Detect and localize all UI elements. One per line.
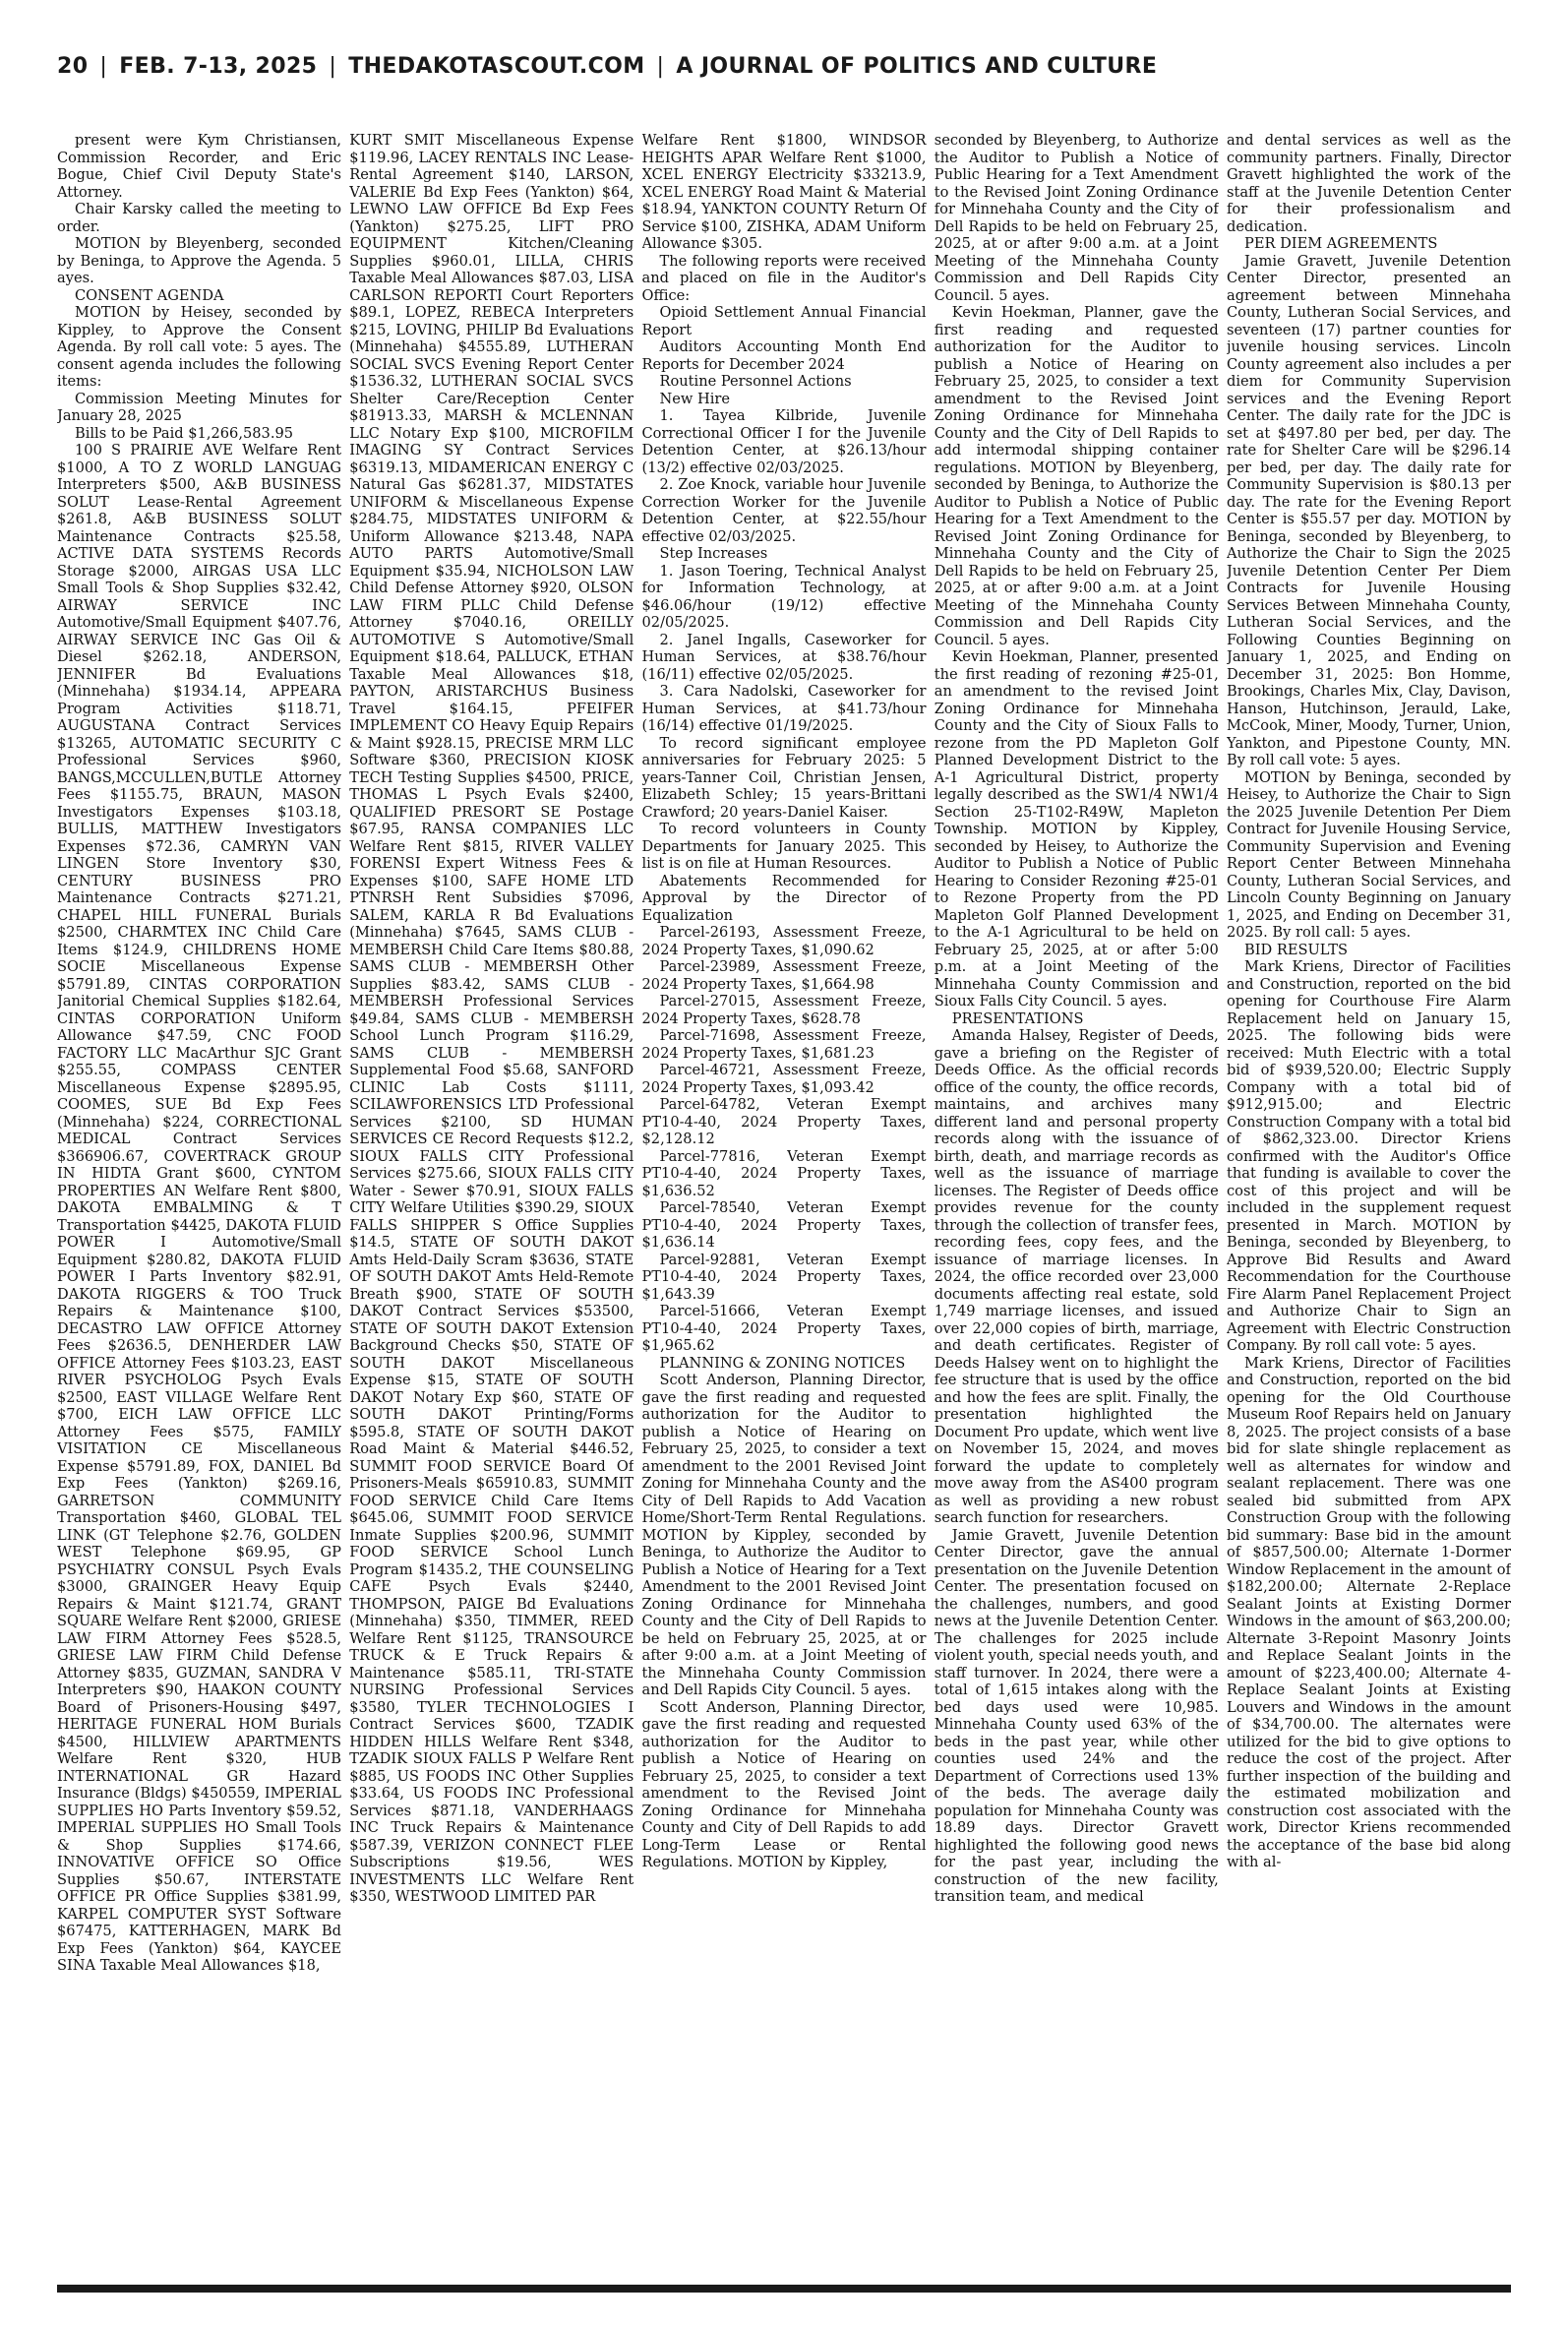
column-paragraph: 3. Cara Nadolski, Caseworker for Human Services, at $41.73/hour (16/14) effective 01/19/2025.	[641, 683, 927, 734]
column-paragraph: Bills to be Paid $1,266,583.95	[75, 424, 294, 442]
column-paragraph: Jamie Gravett, Juvenile Detention Center Director, presented an agreement between Minnehaha County, Lutheran Social Services, and seventeen (17) partner counties for juvenile housing services. Lincoln County agreement also includes a per diem for Community Supervision services and the Evening Report Center. The daily rate for the JDC is set at $497.80 per bed, per day. The rate for Shelter Care will be $296.14 per bed, per day. The daily rate for Community Supervision is $80.13 per day. The rate for the Evening Report Center is $55.57 per day. MOTION by Beninga, seconded by Bleyenberg, to Authorize the Chair to Sign the 2025 Juvenile Detention Center Per Diem Contracts for Juvenile Housing Services Between Minnehaha County, Lutheran Social Services, and the Following Counties Beginning on January 1, 2025, and Ending on December 31, 2025: Bon Homme, Brookings, Charles Mix, Clay, Davison, Hanson, Hutchinson, Jerauld, Lake, McCook, Miner, Moody, Turner, Union, Yankton, and Pipestone County, MN. By roll call vote: 5 ayes.	[1227, 252, 1511, 768]
site-name: THEDAKOTASCOUT.COM	[348, 53, 645, 79]
column-paragraph: Parcel-78540, Veteran Exempt PT10-4-40, 2024 Property Taxes, $1,636.14	[641, 1199, 927, 1251]
bottom-rule	[57, 2285, 1511, 2293]
column-paragraph: PLANNING & ZONING NOTICES	[659, 1354, 906, 1372]
header-separator: |	[329, 53, 337, 79]
column-1	[57, 132, 341, 2273]
column-paragraph: 2. Zoe Knock, variable hour Juvenile Correction Worker for the Juvenile Detention Center, at $22.55/hour effective 02/03/2025.	[641, 476, 927, 545]
column-paragraph: Kevin Hoekman, Planner, gave the first reading and requested authorization for the Auditor to publish a Notice of Hearing on February 25, 2025, to consider a text amendment to the Revised Joint Zoning Ordinance for Minnehaha County and the City of Dell Rapids to add intermodal shipping container regulations. MOTION by Bleyenberg, seconded by Beninga, to Authorize the Auditor to Publish a Notice of Public Hearing for a Text Amendment to the Revised Joint Zoning Ordinance for Minnehaha County and the City of Dell Rapids to be held on February 25, 2025, at or after 9:00 a.m. at a Joint Meeting of the Minnehaha County Commission and Dell Rapids City Council. 5 ayes.	[934, 304, 1219, 648]
column-paragraph: KURT SMIT Miscellaneous Expense $119.96, LACEY RENTALS INC Lease-Rental Agreement $140, LARSON, VALERIE Bd Exp Fees (Yankton) $64, LEWNO LAW OFFICE Bd Exp Fees (Yankton) $275.25, LIFT PRO EQUIPMENT Kitchen/Cleaning Supplies $960.01, LILLA, CHRIS Taxable Meal Allowances $87.03, LISA CARLSON REPORTI Court Reporters $89.1, LOPEZ, REBECA Interpreters $215, LOVING, PHILIP Bd Evaluations (Minnehaha) $4555.89, LUTHERAN SOCIAL SVCS Evening Report Center $1536.32, LUTHERAN SOCIAL SVCS Shelter Care/Reception Center $81913.33, MARSH & MCLENNAN LLC Notary Exp $100, MICROFILM IMAGING SY Contract Services $6319.13, MIDAMERICAN ENERGY C Natural Gas $6281.37, MIDSTATES UNIFORM & Miscellaneous Expense $284.75, MIDSTATES UNIFORM & Uniform Allowance $213.48, NAPA AUTO PARTS Automotive/Small Equipment $35.94, NICHOLSON LAW Child Defense Attorney $920, OLSON LAW FIRM PLLC Child Defense Attorney $7040.16, OREILLY AUTOMOTIVE S Automotive/Small Equipment $18.64, PALLUCK, ETHAN Taxable Meal Allowances $18, PAYTON, ARISTARCHUS Business Travel $164.15, PFEIFER IMPLEMENT CO Heavy Equip Repairs & Maint $928.15, PRECISE MRM LLC Software $360, PRECISION KIOSK TECH Testing Supplies $4500, PRICE, THOMAS L Psych Evals $2400, QUALIFIED PRESORT SE Postage $67.95, RANSA COMPANIES LLC Welfare Rent $815, RIVER VALLEY FORENSI Expert Witness Fees & Expenses $100, SAFE HOME LTD PTNRSH Rent Subsidies $7096, SALEM, KARLA R Bd Evaluations (Minnehaha) $7645, SAMS CLUB - MEMBERSH Child Care Items $80.88, SAMS CLUB - MEMBERSH Other Supplies $83.42, SAMS CLUB - MEMBERSH Professional Services $49.84, SAMS CLUB - MEMBERSH School Lunch Program $116.29, SAMS CLUB - MEMBERSH Supplemental Food $5.68, SANFORD CLINIC Lab Costs $1111, SCILAWFORENSICS LTD Professional Services $2100, SD HUMAN SERVICES CE Record Requests $12.2, SIOUX FALLS CITY Professional Services $275.66, SIOUX FALLS CITY Water - Sewer $70.91, SIOUX FALLS CITY Welfare Utilities $390.29, SIOUX FALLS SHIPPER S Office Supplies $14.5, STATE OF SOUTH DAKOT Amts Held-Daily Scram $3636, STATE OF SOUTH DAKOT Amts Held-Remote Breath $900, STATE OF SOUTH DAKOT Contract Services $53500, STATE OF SOUTH DAKOT Extension Background Checks $50, STATE OF SOUTH DAKOT Miscellaneous Expense $15, STATE OF SOUTH DAKOT Notary Exp $60, STATE OF SOUTH DAKOT Printing/Forms $595.8, STATE OF SOUTH DAKOT Road Maint & Material $446.52, SUMMIT FOOD SERVICE Board Of Prisoners-Meals $65910.83, SUMMIT FOOD SERVICE Child Care Items $645.06, SUMMIT FOOD SERVICE Inmate Supplies $200.96, SUMMIT FOOD SERVICE School Lunch Program $1435.2, THE COUNSELING CAFE Psych Evals $2440, THOMPSON, PAIGE Bd Evaluations (Minnehaha) $350, TIMMER, REED Welfare Rent $1125, TRANSOURCE TRUCK & E Truck Repairs & Maintenance $585.11, TRI-STATE NURSING Professional Services $3580, TYLER TECHNOLOGIES I Contract Services $600, TZADIK HIDDEN HILLS Welfare Rent $348, TZADIK SIOUX FALLS P Welfare Rent $885, US FOODS INC Other Supplies $33.64, US FOODS INC Professional Services $871.18, VANDERHAAGS INC Truck Repairs & Maintenance $587.39, VERIZON CONNECT FLEE Subscriptions $19.56, WES INVESTMENTS LLC Welfare Rent $350, WESTWOOD LIMITED PAR	[349, 132, 634, 1905]
column-paragraph: To record significant employee anniversaries for February 2025: 5 years-Tanner Coil, Christian Jensen, Elizabeth Schley; 15 years-Brittani Crawford; 20 years-Daniel Kaiser.	[641, 734, 927, 821]
column-paragraph: PER DIEM AGREEMENTS	[1244, 235, 1438, 252]
column-paragraph: Kevin Hoekman, Planner, presented the first reading of rezoning #25-01, an amendment to the revised Joint Zoning Ordinance for Minnehaha County and the City of Sioux Falls to rezone from the PD Mapleton Golf Planned Development District to the A-1 Agricultural District, property legally described as the SW1/4 NW1/4 Section 25-T102-R49W, Mapleton Township. MOTION by Kippley, seconded by Heisey, to Authorize the Auditor to Publish a Notice of Public Hearing to Consider Rezoning #25-01 to Rezone Property from the PD Mapleton Golf Planned Development to the A-1 Agricultural to be held on February 25, 2025, at or after 5:00 p.m. at a Joint Meeting of the Minnehaha County Commission and Sioux Falls City Council. 5 ayes.	[934, 648, 1219, 1010]
column-paragraph: Parcel-64782, Veteran Exempt PT10-4-40, 2024 Property Taxes, $2,128.12	[641, 1096, 927, 1147]
column-paragraph: To record volunteers in County Departments for January 2025. This list is on file at Human Resources.	[641, 821, 927, 872]
column-5	[1227, 132, 1511, 2273]
page-header	[57, 47, 1511, 85]
column-paragraph: Scott Anderson, Planning Director, gave the first reading and requested authorization for the Auditor to publish a Notice of Hearing on February 25, 2025, to consider a text amendment to the Revised Joint Zoning Ordinance for Minnehaha County and City of Dell Rapids to add Long-Term Lease or Rental Regulations. MOTION by Kippley,	[641, 1698, 927, 1870]
column-paragraph: CONSENT AGENDA	[75, 286, 224, 304]
column-paragraph: Jamie Gravett, Juvenile Detention Center Director, gave the annual presentation on the Juvenile Detention Center. The presentation focused on the challenges, numbers, and good news at the Juvenile Detention Center. The challenges for 2025 include violent youth, special needs youth, and staff turnover. In 2024, there were a total of 1,615 intakes along with the bed days used were 10,985. Minnehaha County used 63% of the beds in the past year, while other counties used 24% and the Department of Corrections used 13% of the beds. The average daily population for Minnehaha County was 18.89 days. Director Gravett highlighted the following good news for the past year, including the construction of the new facility, transition team, and medical	[934, 1526, 1219, 1905]
column-2	[349, 132, 633, 2273]
column-paragraph: Abatements Recommended for Approval by the Director of Equalization	[641, 872, 927, 924]
column-paragraph: Welfare Rent $1800, WINDSOR HEIGHTS APAR Welfare Rent $1000, XCEL ENERGY Electricity $33213.9, XCEL ENERGY Road Maint & Material $18.94, YANKTON COUNTY Return Of Service $100, ZISHKA, ADAM Uniform Allowance $305.	[641, 132, 927, 252]
column-paragraph: Opioid Settlement Annual Financial Report	[641, 304, 927, 338]
column-paragraph: MOTION by Bleyenberg, seconded by Beninga, to Approve the Agenda. 5 ayes.	[57, 235, 341, 286]
column-paragraph: Parcel-26193, Assessment Freeze, 2024 Property Taxes, $1,090.62	[641, 924, 927, 958]
column-paragraph: Amanda Halsey, Register of Deeds, gave a briefing on the Register of Deeds Office. As the official records office of the county, the office records, maintains, and archives many different land and personal property records along with the issuance of birth, death, and marriage records as well as the issuance of marriage licenses. The Register of Deeds office provides revenue for the county through the collection of transfer fees, recording fees, copy fees, and the issuance of marriage licenses. In 2024, the office recorded over 23,000 documents affecting real estate, sold 1,749 marriage licenses, and issued over 22,000 copies of birth, marriage, and death certificates. Register of Deeds Halsey went on to highlight the fee structure that is used by the office and how the fees are split. Finally, the presentation highlighted the Document Pro update, which went live on November 15, 2024, and moves forward the update to completely move away from the AS400 program as well as providing a new robust search function for researchers.	[934, 1027, 1219, 1526]
column-paragraph: Parcel-77816, Veteran Exempt PT10-4-40, 2024 Property Taxes, $1,636.52	[641, 1147, 927, 1199]
publication-tagline: A JOURNAL OF POLITICS AND CULTURE	[676, 53, 1158, 79]
column-paragraph: 1. Jason Toering, Technical Analyst for Information Technology, at $46.06/hour (19/12) effective 02/05/2025.	[641, 562, 927, 631]
column-paragraph: Parcel-51666, Veteran Exempt PT10-4-40, 2024 Property Taxes, $1,965.62	[641, 1303, 927, 1354]
column-paragraph: Parcel-46721, Assessment Freeze, 2024 Property Taxes, $1,093.42	[641, 1062, 927, 1096]
column-paragraph: Mark Kriens, Director of Facilities and Construction, reported on the bid opening for the Old Courthouse Museum Roof Repairs held on January 8, 2025. The project consists of a base bid for slate shingle replacement as well as alternates for window and sealant replacement. There was one sealed bid submitted from APX Construction Group with the following bid summary: Base bid in the amount of $857,500.00; Alternate 1-Dormer Window Replacement in the amount of $182,200.00; Alternate 2-Replace Sealant Joints at Existing Dormer Windows in the amount of $63,200.00; Alternate 3-Repoint Masonry Joints and Replace Sealant Joints in the amount of $223,400.00; Alternate 4-Replace Sealant Joints at Existing Louvers and Windows in the amount of $34,700.00. The alternates were utilized for the bid to give options to reduce the cost of the project. After further inspection of the building and the estimated mobilization and construction cost associated with the work, Director Kriens recommended the acceptance of the base bid along with al-	[1227, 1354, 1511, 1870]
column-paragraph: Mark Kriens, Director of Facilities and Construction, reported on the bid opening for Courthouse Fire Alarm Replacement held on January 15, 2025. The following bids were received: Muth Electric with a total bid of $939,520.00; Electric Supply Company with a total bid of $912,915.00; and Electric Construction Company with a total bid of $862,323.00. Director Kriens confirmed with the Auditor's Office that funding is available to cover the cost of this project and will be included in the supplement request presented in March. MOTION by Beninga, seconded by Bleyenberg, to Approve Bid Results and Award Recommendation for the Courthouse Fire Alarm Panel Replacement Project and Authorize Chair to Sign an Agreement with Electric Construction Company. By roll call vote: 5 ayes.	[1227, 958, 1511, 1354]
column-paragraph: and dental services as well as the community partners. Finally, Director Gravett highlighted the work of the staff at the Juvenile Detention Center for their professionalism and dedication.	[1227, 132, 1511, 235]
column-paragraph: MOTION by Heisey, seconded by Kippley, to Approve the Consent Agenda. By roll call vote: 5 ayes. The consent agenda includes the following items:	[57, 304, 341, 390]
column-paragraph: Parcel-23989, Assessment Freeze, 2024 Property Taxes, $1,664.98	[641, 958, 927, 993]
column-paragraph: Auditors Accounting Month End Reports for December 2024	[641, 338, 927, 373]
column-paragraph: seconded by Bleyenberg, to Authorize the Auditor to Publish a Notice of Public Hearing for a Text Amendment to the Revised Joint Zoning Ordinance for Minnehaha County and the City of Dell Rapids to be held on February 25, 2025, at or after 9:00 a.m. at a Joint Meeting of the Minnehaha County Commission and Dell Rapids City Council. 5 ayes.	[934, 132, 1219, 304]
header-separator: |	[656, 53, 665, 79]
column-paragraph: Parcel-92881, Veteran Exempt PT10-4-40, 2024 Property Taxes, $1,643.39	[641, 1251, 927, 1303]
header-separator: |	[99, 53, 108, 79]
column-paragraph: MOTION by Beninga, seconded by Heisey, to Authorize the Chair to Sign the 2025 Juvenile Detention Per Diem Contract for Juvenile Housing Service, Community Supervision and Evening Report Center Between Minnehaha County, Lutheran Social Services, and Lincoln County Beginning on January 1, 2025, and Ending on December 31, 2025. By roll call: 5 ayes.	[1227, 768, 1511, 941]
column-paragraph: Step Increases	[659, 545, 768, 562]
column-paragraph: 100 S PRAIRIE AVE Welfare Rent $1000, A TO Z WORLD LANGUAG Interpreters $500, A&B BUSINESS SOLUT Lease-Rental Agreement $261.8, A&B BUSINESS SOLUT Maintenance Contracts $25.58, ACTIVE DATA SYSTEMS Records Storage $2000, AIRGAS USA LLC Small Tools & Shop Supplies $32.42, AIRWAY SERVICE INC Automotive/Small Equipment $407.76, AIRWAY SERVICE INC Gas Oil & Diesel $262.18, ANDERSON, JENNIFER Bd Evaluations (Minnehaha) $1934.14, APPEARA Program Activities $118.71, AUGUSTANA Contract Services $13265, AUTOMATIC SECURITY C Professional Services $960, BANGS,MCCULLEN,BUTLE Attorney Fees $1155.75, BRAUN, MASON Investigators Expenses $103.18, BULLIS, MATTHEW Investigators Expenses $72.36, CAMRYN VAN LINGEN Store Inventory $30, CENTURY BUSINESS PRO Maintenance Contracts $271.21, CHAPEL HILL FUNERAL Burials $2500, CHARMTEX INC Child Care Items $124.9, CHILDRENS HOME SOCIE Miscellaneous Expense $5791.89, CINTAS CORPORATION Janitorial Chemical Supplies $182.64, CINTAS CORPORATION Uniform Allowance $47.59, CNC FOOD FACTORY LLC MacArthur SJC Grant $255.55, COMPASS CENTER Miscellaneous Expense $2895.95, COOMES, SUE Bd Exp Fees (Minnehaha) $224, CORRECTIONAL MEDICAL Contract Services $366906.67, COVERTRACK GROUP IN HIDTA Grant $600, CYNTOM PROPERTIES AN Welfare Rent $800, DAKOTA EMBALMING & T Transportation $4425, DAKOTA FLUID POWER I Automotive/Small Equipment $280.82, DAKOTA FLUID POWER I Parts Inventory $82.91, DAKOTA RIGGERS & TOO Truck Repairs & Maintenance $100, DECASTRO LAW OFFICE Attorney Fees $2636.5, DENHERDER LAW OFFICE Attorney Fees $103.23, EAST RIVER PSYCHOLOG Psych Evals $2500, EAST VILLAGE Welfare Rent $700, EICH LAW OFFICE LLC Attorney Fees $575, FAMILY VISITATION CE Miscellaneous Expense $5791.89, FOX, DANIEL Bd Exp Fees (Yankton) $269.16, GARRETSON COMMUNITY Transportation $460, GLOBAL TEL LINK (GT Telephone $2.76, GOLDEN WEST Telephone $69.95, GP PSYCHIATRY CONSUL Psych Evals $3000, GRAINGER Heavy Equip Repairs & Maint $121.74, GRANT SQUARE Welfare Rent $2000, GRIESE LAW FIRM Attorney Fees $528.5, GRIESE LAW FIRM Child Defense Attorney $835, GUZMAN, SANDRA V Interpreters $90, HAAKON COUNTY Board of Prisoners-Housing $497, HERITAGE FUNERAL HOM Burials $4500, HILLVIEW APARTMENTS Welfare Rent $320, HUB INTERNATIONAL GR Hazard Insurance (Bldgs) $450559, IMPERIAL SUPPLIES HO Parts Inventory $59.52, IMPERIAL SUPPLIES HO Small Tools & Shop Supplies $174.66, INNOVATIVE OFFICE SO Office Supplies $50.67, INTERSTATE OFFICE PR Office Supplies $381.99, KARPEL COMPUTER SYST Software $67475, KATTERHAGEN, MARK Bd Exp Fees (Yankton) $64, KAYCEE SINA Taxable Meal Allowances $18,	[57, 442, 341, 1974]
column-paragraph: Parcel-27015, Assessment Freeze, 2024 Property Taxes, $628.78	[641, 993, 927, 1027]
column-paragraph: Parcel-71698, Assessment Freeze, 2024 Property Taxes, $1,681.23	[641, 1027, 927, 1062]
column-paragraph: PRESENTATIONS	[951, 1010, 1084, 1027]
column-paragraph: BID RESULTS	[1244, 941, 1348, 958]
column-paragraph: 1. Tayea Kilbride, Juvenile Correctional Officer I for the Juvenile Detention Center, at $26.13/hour (13/2) effective 02/03/2025.	[641, 407, 927, 476]
column-paragraph: 2. Janel Ingalls, Caseworker for Human Services, at $38.76/hour (16/11) effective 02/05/2025.	[641, 631, 927, 683]
column-3	[642, 132, 927, 2273]
column-paragraph: Commission Meeting Minutes for January 28, 2025	[57, 390, 341, 424]
column-paragraph: The following reports were received and placed on file in the Auditor's Office:	[641, 252, 927, 304]
issue-date: FEB. 7-13, 2025	[119, 53, 318, 79]
newspaper-page	[57, 47, 1511, 2294]
column-paragraph: Chair Karsky called the meeting to order.	[57, 201, 341, 235]
text-columns	[57, 132, 1511, 2273]
column-paragraph: Routine Personnel Actions	[659, 373, 852, 390]
page-number: 20	[57, 53, 89, 79]
column-paragraph: present were Kym Christiansen, Commission Recorder, and Eric Bogue, Chief Civil Deputy State's Attorney.	[57, 132, 341, 201]
column-paragraph: Scott Anderson, Planning Director, gave the first reading and requested authorization for the Auditor to publish a Notice of Hearing on February 25, 2025, to consider a text amendment to the 2001 Revised Joint Zoning for Minnehaha County and the City of Dell Rapids to Add Vacation Home/Short-Term Rental Regulations. MOTION by Kippley, seconded by Beninga, to Authorize the Auditor to Publish a Notice of Hearing for a Text Amendment to the 2001 Revised Joint Zoning Ordinance for Minnehaha County and the City of Dell Rapids to be held on February 25, 2025, at or after 9:00 a.m. at a Joint Meeting of the Minnehaha County Commission and Dell Rapids City Council. 5 ayes.	[641, 1372, 927, 1698]
column-4	[935, 132, 1219, 2273]
column-paragraph: New Hire	[659, 390, 731, 407]
